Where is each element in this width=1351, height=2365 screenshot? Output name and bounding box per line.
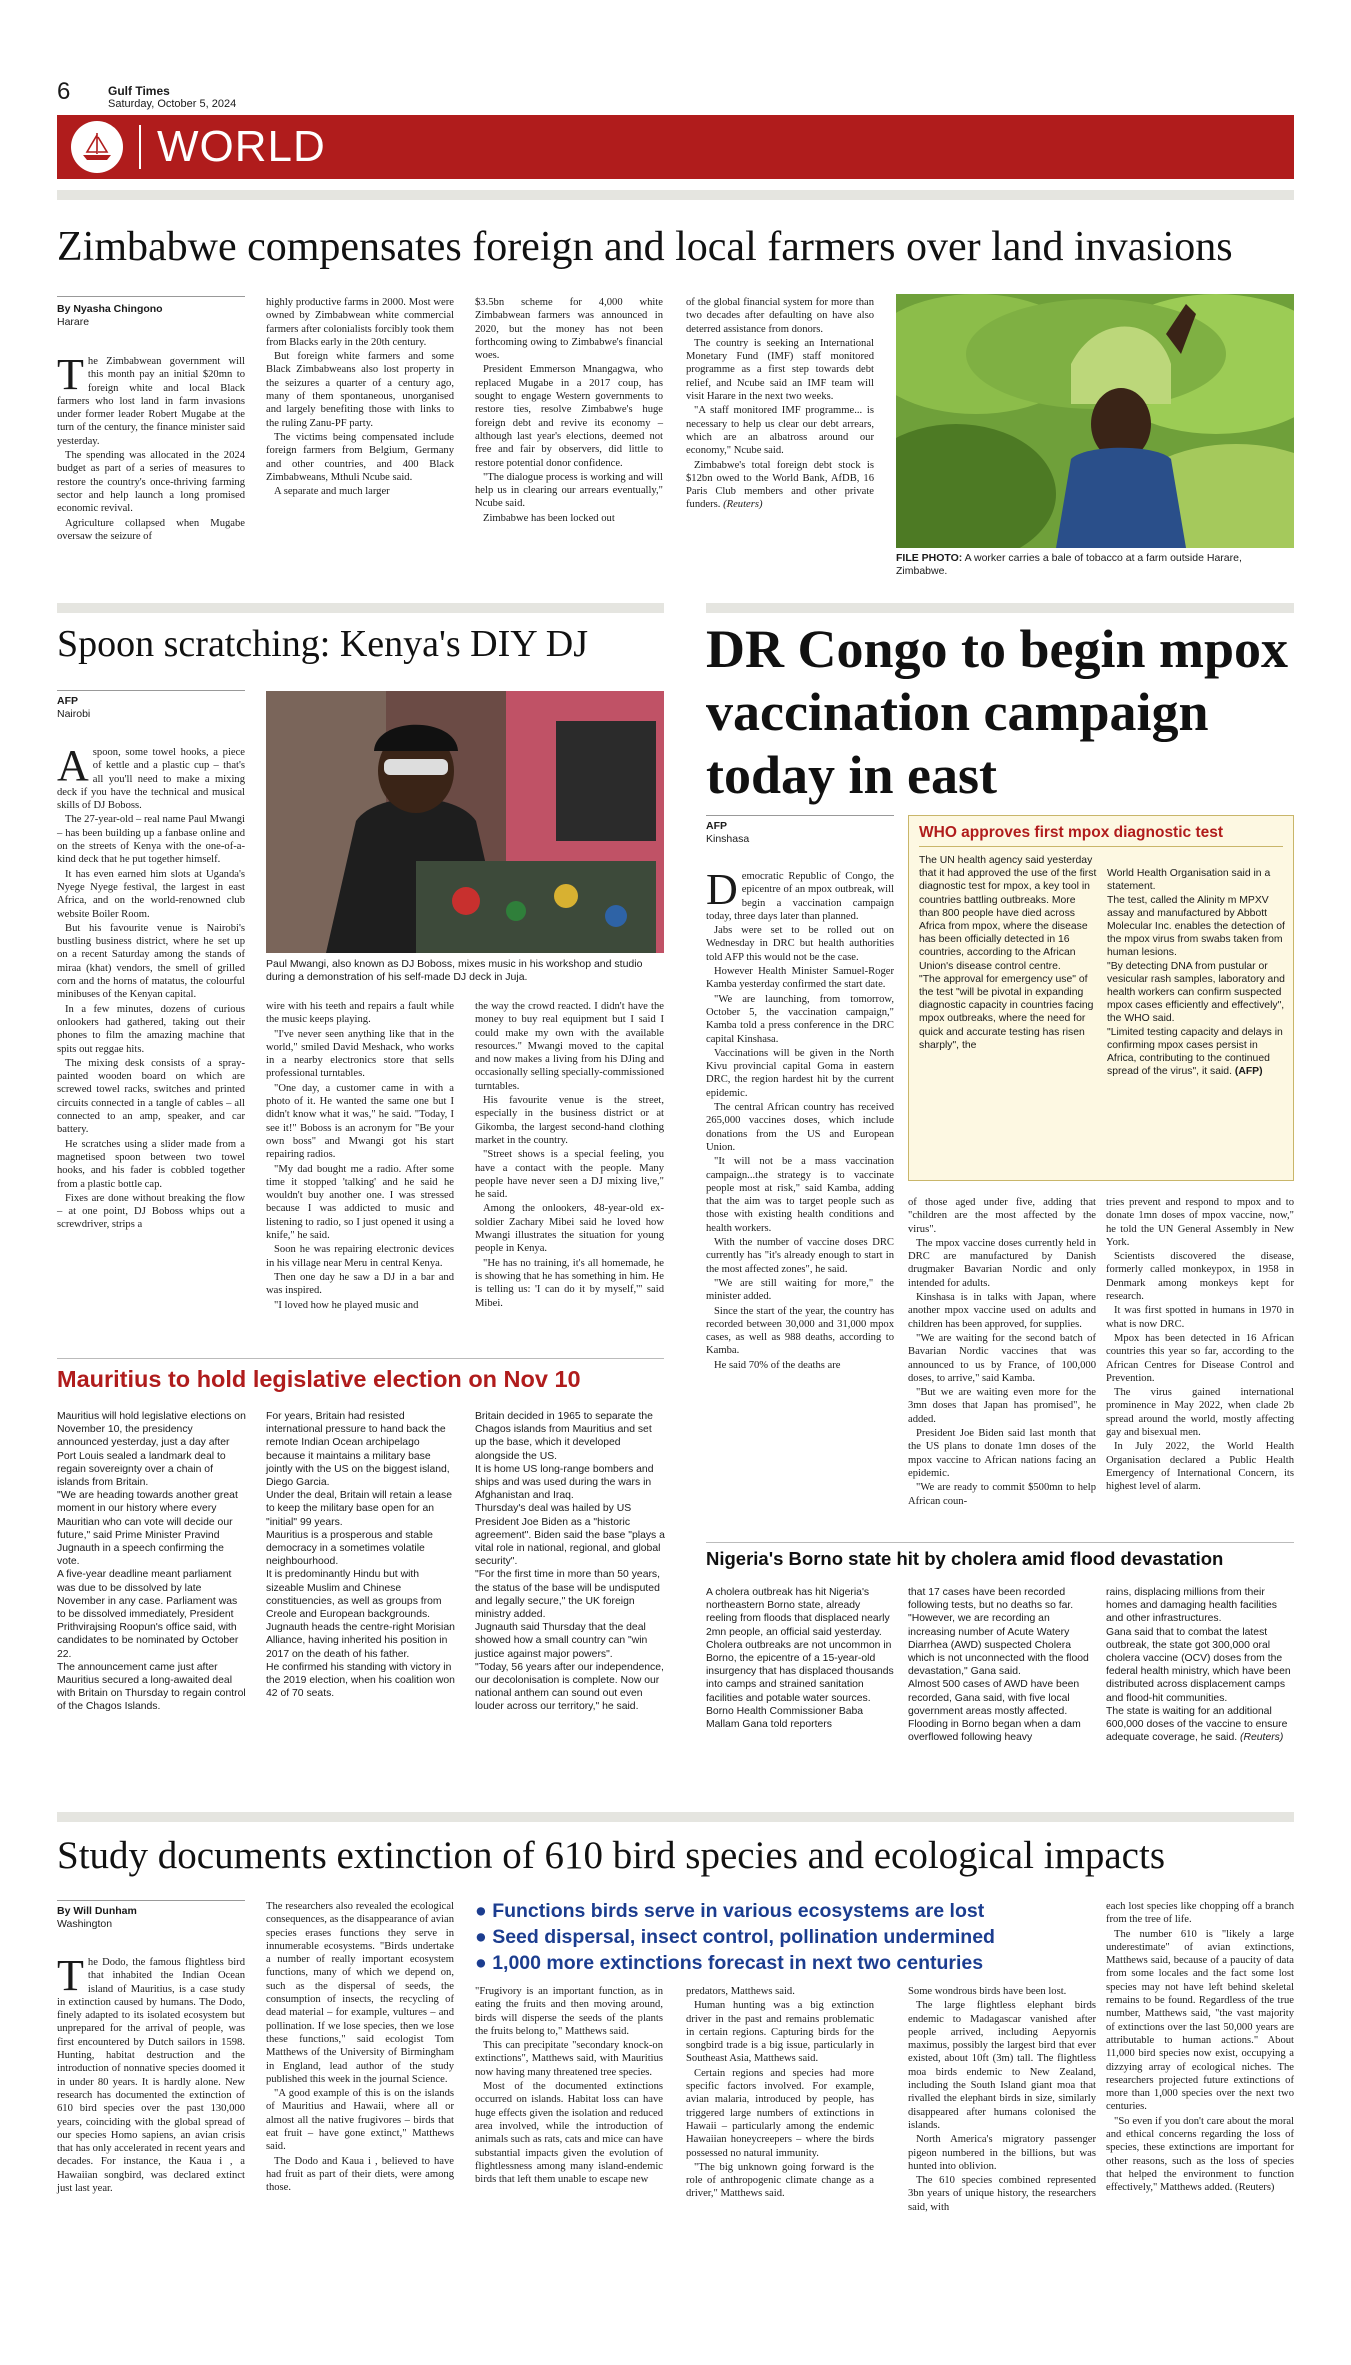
zimbabwe-byline: By Nyasha Chingono Harare bbox=[57, 303, 163, 328]
nigeria-col-1: A cholera outbreak has hit Nigeria's northeastern Borno state, already reeling from floods that displaced nearly 2mn people, an official said yesterday. Cholera outbreaks are not uncommon in Borno, the epicentre of a 15-year-old insurgency that has displaced thousands into camps and strained sanitation facilities and potable water sources. Borno Health Commissioner Baba Mallam Gana told reporters bbox=[706, 1587, 894, 1731]
tobacco-farmer-photo bbox=[896, 294, 1294, 548]
section-title: WORLD bbox=[157, 122, 326, 171]
who-sidebar-box bbox=[908, 815, 1294, 1181]
issue-date: Saturday, October 5, 2024 bbox=[108, 98, 237, 110]
congo-byline: AFP Kinshasa bbox=[706, 820, 750, 845]
bullet-item: ● Functions birds serve in various ecosystems are lost bbox=[475, 1900, 985, 1922]
birds-bullet-list bbox=[475, 1898, 1095, 1976]
congo-col-1: Democratic Republic of Congo, the epicentre of an mpox outbreak, will begin a vaccination campaign today, three days later than planned. Jabs were set to be rolled out on Wednesday in DRC but health authorities told AFP this would not be the case. However Health Minister Samuel-Roger Kamba yesterday confirmed the start date. "We are launching, from tomorrow, October 5, the vaccination campaign," Kamba told a press conference in the DRC capital Kinshasa. Vaccinations will be given in the North Kivu provincial capital Goma in eastern DRC, the region hardest hit by the current epidemic. The central African country has received 265,000 vaccines doses, which include donations from the US and European Union. "It will not be a mass vaccination campaign...the strategy is to vaccinate people most at risk," said Kamba, adding that the aim was to target people such as those with existing health conditions and health workers. With the number of vaccine doses DRC currently has "it's already enough to start in the most affected zones", he said. "We are still waiting for more," the minister added. Since the start of the year, the country has recorded between 30,000 and 31,000 mpox cases, as well as 988 deaths, according to Kamba. He said 70% of the deaths are bbox=[706, 865, 894, 1371]
zimbabwe-photo-caption: FILE PHOTO: A worker carries a bale of tobacco at a farm outside Harare, Zimbabwe. bbox=[896, 552, 1242, 577]
zimbabwe-col-1: The Zimbabwean government will this month pay an initial $20mn to foreign white and local Black farmers who lost land in farm invasions under former leader Robert Mugabe at the turn of the century, the finance minister said yesterday. The spending was allocated in the 2024 budget as part of a series of measures to restore the country's once-thriving farming sector and help launch a long promised economic revival. Agriculture collapsed when Mugabe oversaw the seizure of bbox=[57, 350, 245, 542]
bullet-dot-icon: ● bbox=[475, 1926, 487, 1948]
kenya-headline: Spoon scratching: Kenya's DIY DJ bbox=[57, 623, 589, 665]
byline-rule bbox=[57, 296, 245, 297]
kenya-col-3: the way the crowd reacted. I didn't have the money to buy real equipment but I said I could make my own with the available resources." Mwangi moved to the capital and now makes a living from his DJing and occasionally selling specially-commissioned turntables. His favourite venue is the street, especially in the business district or at Gikomba, the largest second-hand clothing market in the country. "Street shows is a special feeling, you have a contact with the people. Many people have never seen a DJ mixing live," he said. Among the onlookers, 48-year-old ex-soldier Zachary Mibei said he loved how Mwangi illustrates the situation for young people in Kenya. "He has no training, it's all homemade, he is showing that he has something in him. He is telling us: 'I can do it by myself,'" said Mibei. bbox=[475, 1001, 664, 1309]
mauritius-col-2: For years, Britain had resisted international pressure to hand back the remote Indian Ocean archipelago because it maintains a military base jointly with the US on the biggest island, Diego Garcia. Under the deal, Britain will retain a lease to keep the military base open for an "initial" 99 years. Mauritius is a prosperous and stable democracy in a sometimes volatile neighbourhood. It is predominantly Hindu but with sizeable Muslim and Chinese constituencies, as well as groups from Creole and European backgrounds. Jugnauth heads the centre-right Morisian Alliance, having inherited his position in 2017 on the death of his father. He confirmed his standing with victory in the 2019 election, when his coalition won 42 of 70 seats. bbox=[266, 1411, 455, 1700]
zimbabwe-col-3: $3.5bn scheme for 4,000 white Zimbabwean farmers was announced in 2020, but the money has not been forthcoming owing to Zimbabwe's financial woes. President Emmerson Mnangagwa, who replaced Mugabe in a 2017 coup, has sought to engage Western governments to restore ties, resolve Zimbabwe's huge foreign debt and revive its economy – although last year's elections, deemed not free and fair by observers, did little to restore potential donor confidence. "The dialogue process is working and will help us in clearing our arrears eventually," Ncube said. Zimbabwe has been locked out bbox=[475, 297, 663, 524]
mauritius-headline: Mauritius to hold legislative election on Nov 10 bbox=[57, 1366, 581, 1392]
zimbabwe-col-2: highly productive farms in 2000. Most were owned by Zimbabwean white commercial farmers after colonialists forcibly took them from Blacks early in the 20th century. But foreign white farmers and some Black Zimbabweans also lost property in the seizures a quarter of a century ago, many of them spontaneous, unorganised and largely benefiting those with links to the ruling Zanu-PF party. The victims being compensated include foreign farmers from Belgium, Germany and other countries, and 400 Black Zimbabweans, Mthuli Ncube said. A separate and much larger bbox=[266, 297, 454, 498]
paper-name: Gulf Times bbox=[108, 84, 170, 98]
byline-rule bbox=[57, 690, 245, 691]
byline-rule bbox=[57, 1900, 245, 1901]
nigeria-headline: Nigeria's Borno state hit by cholera amid flood devastation bbox=[706, 1548, 1224, 1569]
bullet-item: ● 1,000 more extinctions forecast in next two centuries bbox=[475, 1952, 984, 1974]
dj-boboss-photo bbox=[266, 691, 664, 953]
bullet-dot-icon: ● bbox=[475, 1900, 487, 1922]
kenya-col-2: wire with his teeth and repairs a fault while the music keeps playing. "I've never seen anything like that in the world," smiled David Meshack, who works in a nearby electronics store that sells professional turntables. "One day, a customer came in with a photo of it. He wanted the same one but I didn't know what it was," he said. "Today, I see it!" Boboss is an acronym for "Be your own boss" and Mwangi got his start repairing radios. "My dad bought me a radio. After some time it stopped 'talking' and he said he wouldn't buy another one. I was stressed because I was addicted to music and listening to radio, so I just opened it using a knife," he said. Soon he was repairing electronic devices in his village near Meru in central Kenya. Then one day he saw a DJ in a bar and was inspired. "I loved how he played music and bbox=[266, 1001, 454, 1311]
source-tag: (Reuters) bbox=[723, 499, 763, 511]
birds-col-6: each lost species like chopping off a branch from the tree of life. The number 610 is "likely a large underestimate" of avian extinctions, Matthews said, because of a paucity of data from some locales and the fact some lost species may not have left behind skeletal remains to be found. Regardless of the true number, Matthews said, "the vast majority of extinctions over the last 50,000 years are attributable to human actions." About 11,000 bird species now exist, occupying a dizzying array of ecological niches. The researchers projected future extinctions of more than 1,000 species over the next two centuries. "So even if you don't care about the moral and ethical concerns regarding the loss of species, these extinctions are important for other reasons, such as the loss of species that helped the environment to function effectively," Matthews added. (Reuters) bbox=[1106, 1901, 1294, 2194]
page-number: 6 bbox=[57, 78, 71, 105]
zimbabwe-headline: Zimbabwe compensates foreign and local farmers over land invasions bbox=[57, 224, 1233, 270]
birds-byline: By Will Dunham Washington bbox=[57, 1905, 137, 1930]
bullet-item: ● Seed dispersal, insect control, pollination undermined bbox=[475, 1926, 995, 1948]
section-banner bbox=[57, 115, 1294, 179]
section-divider bbox=[57, 190, 1294, 200]
section-divider bbox=[706, 603, 1294, 613]
nigeria-col-2: that 17 cases have been recorded following tests, but no deaths so far. "However, we are recording an increasing number of Acute Watery Diarrhea (AWD) suspected Cholera which is not unconnected with the flood devastation," Gana said. Almost 500 cases of AWD have been recorded, Gana said, with five local government areas mostly affected. Flooding in Borno began when a dam overflowed following heavy bbox=[908, 1587, 1089, 1744]
nigeria-col-3: rains, displacing millions from their homes and damaging health facilities and other infrastructures. Gana said that to combat the latest outbreak, the state got 300,000 oral cholera vaccine (OCV) doses from the federal health ministry, which have been distributed across displacement camps and flood-hit communities. The state is waiting for an additional 600,000 doses of the vaccine to ensure adequate coverage, he said. (Reuters) bbox=[1106, 1587, 1291, 1744]
kenya-photo-caption: Paul Mwangi, also known as DJ Boboss, mixes music in his workshop and studio during a demonstration of his self-made DJ deck in Juja. bbox=[266, 958, 643, 983]
mauritius-col-1: Mauritius will hold legislative elections on November 10, the presidency announced yesterday, just a day after Port Louis sealed a landmark deal to regain sovereignty over a chain of islands from Britain. "We are heading towards another great moment in our history where every Mauritian who can vote will decide our future," said Prime Minister Pravind Jugnauth in a speech confirming the vote. A five-year deadline meant parliament was due to be dissolved by late November in any case. Parliament was to be dissolved immediately, President Prithvirajsing Roopun's office said, with candidates to be nominated by October 22. The announcement came just after Mauritius secured a long-awaited deal with Britain on Thursday to regain control of the Chagos Islands. bbox=[57, 1411, 246, 1713]
who-box-title: WHO approves first mpox diagnostic test bbox=[919, 824, 1224, 841]
bullet-dot-icon: ● bbox=[475, 1952, 487, 1974]
section-divider bbox=[57, 1812, 1294, 1822]
mauritius-col-3: Britain decided in 1965 to separate the Chagos islands from Mauritius and set up the base, which it developed alongside the US. It is home US long-range bombers and ships and was used during the wars in Afghanistan and Iraq. Thursday's deal was hailed by US President Joe Biden as a "historic agreement". Biden said the base "plays a vital role in national, regional, and global security". "For the first time in more than 50 years, the status of the base will be undisputed and legally secure," the UK foreign ministry added. Jugnauth said Thursday that the deal showed how a small country can "win justice against major powers". "Today, 56 years after our independence, our decolonisation is complete. Now our national anthem can sound out even louder across our territory," he said. bbox=[475, 1411, 665, 1713]
birds-col-3: "Frugivory is an important function, as in eating the fruits and then moving around, birds will disperse the seeds of the plants the fruits belong to," Matthews said. This can precipitate "secondary knock-on extinctions", Matthews said, with Mauritius now having many threatened tree species. Most of the documented extinctions occurred on islands. Habitat loss can have huge effects given the isolation and reduced area involved, while the introduction of animals such as rats, cats and mice can have substantial impacts given the evolution of flightlessness among many island-endemic birds that left them unable to escape new bbox=[475, 1986, 663, 2186]
birds-col-2: The researchers also revealed the ecological consequences, as the disappearance of avian species erases functions they serve in innumerable ecosystems. "Birds undertake a number of really important ecosystem functions, many of which we depend on, such as the dispersal of seeds, the consumption of insects, the recycling of dead material – for example, vultures – and pollination. If we lose species, then we lose these functions," said ecologist Tom Matthews of the University of Birmingham in England, lead author of the study published this week in the journal Science. "A good example of this is on the islands of Mauritius and Hawaii, where all or almost all the native frugivores – birds that eat fruit – have gone extinct," Matthews said. The Dodo and Kaua i , believed to have had fruit as part of their diets, were among those. bbox=[266, 1901, 454, 2194]
box-rule bbox=[919, 846, 1283, 847]
birds-headline: Study documents extinction of 610 bird species and ecological impacts bbox=[57, 1834, 1165, 1877]
kenya-byline: AFP Nairobi bbox=[57, 695, 91, 720]
ship-logo-icon bbox=[71, 121, 123, 173]
who-box-col-1: The UN health agency said yesterday that it had approved the use of the first diagnostic test for mpox, a key tool in countries battling outbreaks. More than 800 people have died across Africa from mpox, where the disease has been officially detected in 16 countries, according to the African Union's disease control centre. "The approval for emergency use" of the test "will be pivotal in expanding diagnostic capacity in countries facing mpox outbreaks, where the need for quick and accurate testing has risen sharply", the bbox=[919, 855, 1097, 1051]
byline-rule bbox=[706, 815, 894, 816]
congo-headline: DR Congo to begin mpox vaccination campaign today in east bbox=[706, 619, 1289, 805]
congo-col-3: tries prevent and respond to mpox and to donate 1mn doses of mpox vaccine, now," he told the UN General Assembly in New York. Scientists discovered the disease, formerly called monkeypox, in 1958 in Denmark among monkeys kept for research. It was first spotted in humans in 1970 in what is now DRC. Mpox has been detected in 16 African countries this year so far, according to the African Centres for Disease Control and Prevention. The virus gained international prominence in May 2022, when clade 2b spread around the world, mostly affecting gay and bisexual men. In July 2022, the World Health Organisation declared a Public Health Emergency of International Concern, its highest level of alarm. bbox=[1106, 1197, 1294, 1493]
who-box-col-2: World Health Organisation said in a statement. The test, called the Alinity m MPXV assay and manufactured by Abbott Molecular Inc. enables the detection of the mpox virus from swabs taken from human lesions. "By detecting DNA from pustular or vesicular rash samples, laboratory and health workers can confirm suspected mpox cases efficiently and effectively", the WHO said. "Limited testing capacity and delays in confirming mpox cases persist in Africa, contributing to the continued spread of the virus", it said. (AFP) bbox=[1107, 868, 1285, 1078]
birds-col-5: Some wondrous birds have been lost. The large flightless elephant birds endemic to Madagascar vanished after people arrived, including Aepyornis maximus, possibly the largest bird that ever existed, about 10ft (3m) tall. The flightless moa birds endemic to New Zealand, including the South Island giant moa that rivalled the elephant birds in size, similarly disappeared after humans colonised the islands. North America's migratory passenger pigeon numbered in the billions, but was hunted into oblivion. The 610 species combined represented 3bn years of unique history, the researchers said, with bbox=[908, 1986, 1096, 2213]
kenya-col-1: Aspoon, some towel hooks, a piece of kettle and a plastic cup – that's all you'll need to make a mixing deck if you have the technical and musical skills of DJ Boboss. The 27-year-old – real name Paul Mwangi – has been building up a fanbase online and on the streets of Kenya with the one-of-a-kind deck that he put together himself. It has even earned him slots at Uganda's Nyege Nyege festival, the largest in east Africa, and on the world-renowned club website Boiler Room. But his favourite venue is Nairobi's bustling business district, where he set up on a recent Saturday among the stands of miraa (khat) vendors, the smell of grilled corn and the horns of matatus, the colourful minibuses of the Kenyan capital. In a few minutes, dozens of curious onlookers had gathered, taking out their phones to film the amazing machine that spits out reggae hits. The mixing desk consists of a spray-painted wooden board on which are screwed towel racks, switches and printed circuits connected in a tangle of cables – all connected to an amp, speaker, and car battery. He scratches using a slider made from a magnetised spoon between two towel hooks, and his fader is cobbled together from a plastic bottle cap. Fixes are done without breaking the flow – at one point, DJ Boboss whips out a screwdriver, strips a bbox=[57, 741, 245, 1231]
birds-col-4: predators, Matthews said. Human hunting was a big extinction driver in the past and remains problematic in certain regions. Capturing birds for the songbird trade is a big issue, particularly in Southeast Asia, Matthews said. Certain regions and species had more specific factors involved. For example, avian malaria, introduced by people, has triggered large numbers of extinctions in Hawaii – particularly among the endemic Hawaiian honeycreepers – where the birds possessed no natural immunity. "The big unknown going forward is the role of anthropogenic climate change as a driver," Matthews said. bbox=[686, 1986, 874, 2200]
birds-col-1: The Dodo, the famous flightless bird that inhabited the Indian Ocean island of Mauritius, is a case study in extinction caused by humans. The Dodo, finely adapted to its isolated ecosystem but unprepared for the arrival of people, was first encountered by Dutch sailors in 1598. Hunting, habitat destruction and the introduction of nonnative species doomed it in under 80 years. It is hardly alone. New research has documented the extinction of 610 bird species over the past 130,000 years, coinciding with the global spread of our species Homo sapiens, an avian crisis that has only accelerated in recent years and decades. For instance, the Kaua i , a Hawaiian songbird, was declared extinct just last year. bbox=[57, 1951, 245, 2195]
section-divider bbox=[57, 603, 664, 613]
zimbabwe-col-4: of the global financial system for more than two decades after defaulting on have also deterred assistance from donors. The country is seeking an International Monetary Fund (IMF) staff monitored programme as a first step towards debt relief, and Ncube said an IMF team will visit Harare in the next two weeks. "A staff monitored IMF programme... is necessary to help us clear our debt arrears, which are an albatross around our economy," Ncube said. Zimbabwe's total foreign debt stock is $12bn owed to the World Bank, AfDB, 16 Paris Club members and other private funders. (Reuters) bbox=[686, 297, 874, 511]
banner-divider bbox=[139, 125, 141, 169]
section-rule bbox=[706, 1542, 1294, 1543]
congo-col-2: of those aged under five, adding that "children are the most affected by the virus". The mpox vaccine doses currently held in DRC are manufactured by Danish drugmaker Bavarian Nordic and only intended for adults. Kinshasa is in talks with Japan, where another mpox vaccine used on adults and children has been approved, for supplies. "We are waiting for the second batch of Bavarian Nordic vaccines that was announced to us by France, of 100,000 doses, to arrive," said Kamba. "But we are waiting even more for the 3mn doses that Japan has promised", he added. President Joe Biden said last month that the US plans to donate 1mn doses of the mpox vaccine to African nations facing an epidemic. "We are ready to commit $500mn to help African coun- bbox=[908, 1197, 1096, 1507]
section-rule bbox=[57, 1358, 664, 1359]
